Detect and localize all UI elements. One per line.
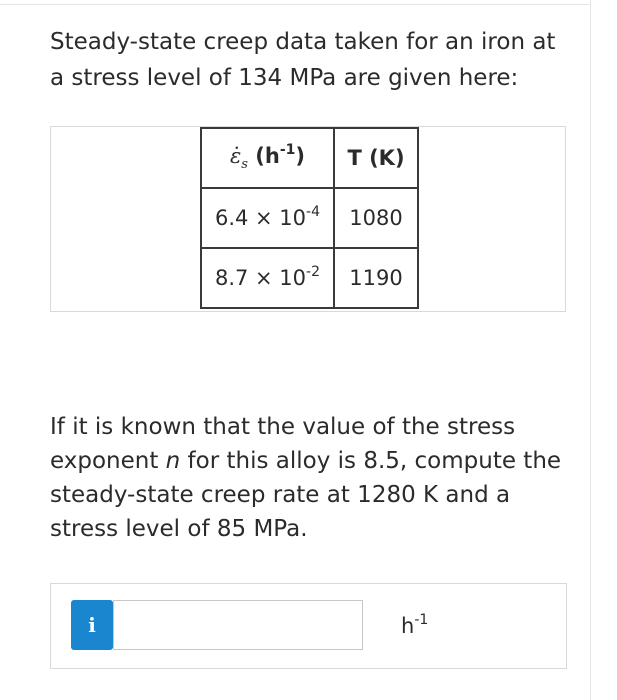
answer-input[interactable]: [113, 600, 363, 650]
table-row: [201, 188, 418, 248]
top-divider: [0, 4, 590, 5]
row-2-rate: $8.7 \times 10^{-2}$: [201, 248, 334, 308]
header-temperature: T (K): [334, 128, 418, 188]
row-1-rate: $6.4 \times 10^{-4}$: [201, 188, 334, 248]
intro-text: Steady-state creep data taken for an iron at a stress level of 134 MPa are given here:: [50, 29, 556, 91]
answer-unit: $h^{-1}$: [401, 612, 429, 638]
header-creep-rate: $\varepsiloṅ_s$ $(h^{-1})$: [201, 128, 334, 188]
stress-exponent-variable: n: [165, 448, 181, 474]
creep-rate-symbol: ε̇: [230, 144, 242, 168]
table-container: [50, 126, 566, 312]
question-text: If it is known that the value of the stress exponent n for this alloy is 8.5, compute the steady-state creep rate at 1280 K and a stress level of 85 MPa.: [50, 414, 562, 542]
answer-area: [50, 583, 567, 669]
table-header-row: [201, 128, 418, 188]
table-row: [201, 248, 418, 308]
info-icon[interactable]: i: [71, 600, 113, 650]
row-2-temp: 1190: [334, 248, 418, 308]
row-1-temp: 1080: [334, 188, 418, 248]
creep-data-table: [200, 127, 419, 309]
